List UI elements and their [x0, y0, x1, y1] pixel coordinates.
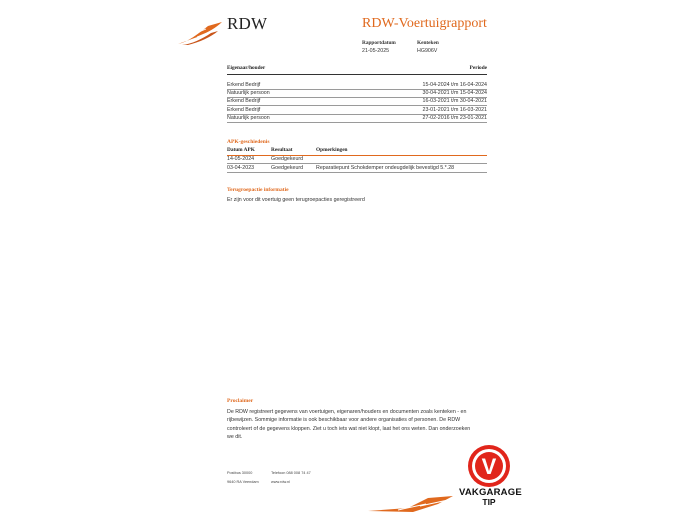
recall-text: Er zijn voor dit voertuig geen terugroepacties geregistreerd: [227, 197, 365, 203]
apk-result-cell: Goedgekeurd: [271, 165, 304, 171]
badge-text: [459, 487, 522, 507]
disclaimer-line: rijbewijzen. Sommige informatie is ook beschikbaar voor andere organisaties of personen. De RDW: [227, 417, 461, 424]
owner-cell: Natuurlijk persoon: [227, 90, 270, 96]
period-cell: 16-03-2021 t/m 30-04-2021: [422, 98, 487, 104]
apk-col-remarks: Opmerkingen: [316, 147, 348, 153]
recall-section-title: Terugroepactie informatie: [227, 187, 289, 193]
badge-tag: TIP: [482, 497, 496, 507]
logo-text: RDW: [227, 14, 268, 33]
row-rule: [227, 163, 487, 164]
footer-phone: Telefoon 088 008 74 47: [271, 471, 311, 475]
apk-header-rule: [227, 155, 487, 156]
owner-cell: Erkend Bedrijf: [227, 107, 261, 113]
apk-col-date: Datum APK: [227, 147, 255, 153]
owner-cell: Natuurlijk persoon: [227, 115, 270, 121]
footer-postbus: Postbus 30000: [227, 471, 253, 475]
report-date-label: Rapportdatum: [362, 40, 396, 46]
footer-web[interactable]: www.rdw.nl: [271, 480, 290, 484]
apk-date-cell: 14-05-2024: [227, 156, 255, 162]
disclaimer-line: we dit.: [227, 434, 243, 441]
period-cell: 23-01-2021 t/m 16-03-2021: [422, 107, 487, 113]
disclaimer-text: [227, 408, 492, 442]
plate-label: Kenteken: [417, 40, 439, 46]
period-cell: 30-04-2021 t/m 15-04-2024: [422, 90, 487, 96]
report-date-value: 21-05-2025: [362, 48, 390, 54]
owner-cell: Erkend Bedrijf: [227, 82, 261, 88]
badge-mark-text: V: [481, 454, 497, 479]
rdw-logo-icon: [178, 22, 222, 46]
row-rule: [227, 122, 487, 123]
footer-city: 9640 RA Veendam: [227, 480, 259, 484]
disclaimer-line: De RDW registreert gegevens van voertuigen, eigenaren/houders en documenten zoals kenteken - en: [227, 409, 467, 415]
plate-value: HG906V: [417, 48, 438, 54]
apk-col-result: Resultaat: [271, 147, 293, 153]
owner-cell: Erkend Bedrijf: [227, 98, 261, 104]
row-rule: [227, 172, 487, 173]
row-rule: [227, 105, 487, 106]
disclaimer-title: Proclaimer: [227, 398, 254, 404]
apk-remarks-cell: Reparatiepunt Schokdemper ondeugdelijk bevestigd 5.*.28: [316, 165, 455, 171]
badge-brand: VAKGARAGE: [459, 487, 522, 498]
owners-col-period: Periode: [469, 65, 487, 71]
owners-header-rule: [227, 74, 487, 75]
period-cell: 15-04-2024 t/m 16-04-2024: [422, 82, 487, 88]
apk-date-cell: 03-04-2023: [227, 165, 255, 171]
page-title: RDW-Voertuigrapport: [362, 16, 487, 31]
disclaimer-line: controleert of de gegevens kloppen. Ziet u toch iets wat niet klopt, laat het ons weten. Dan onderzoeken: [227, 425, 471, 432]
period-cell: 27-02-2016 t/m 23-01-2021: [422, 115, 487, 121]
apk-section-title: APK-geschiedenis: [227, 139, 270, 145]
owners-col-owner: Eigenaar/houder: [227, 65, 266, 71]
apk-result-cell: Goedgekeurd: [271, 156, 304, 162]
rdw-swoosh-icon: [368, 496, 453, 514]
